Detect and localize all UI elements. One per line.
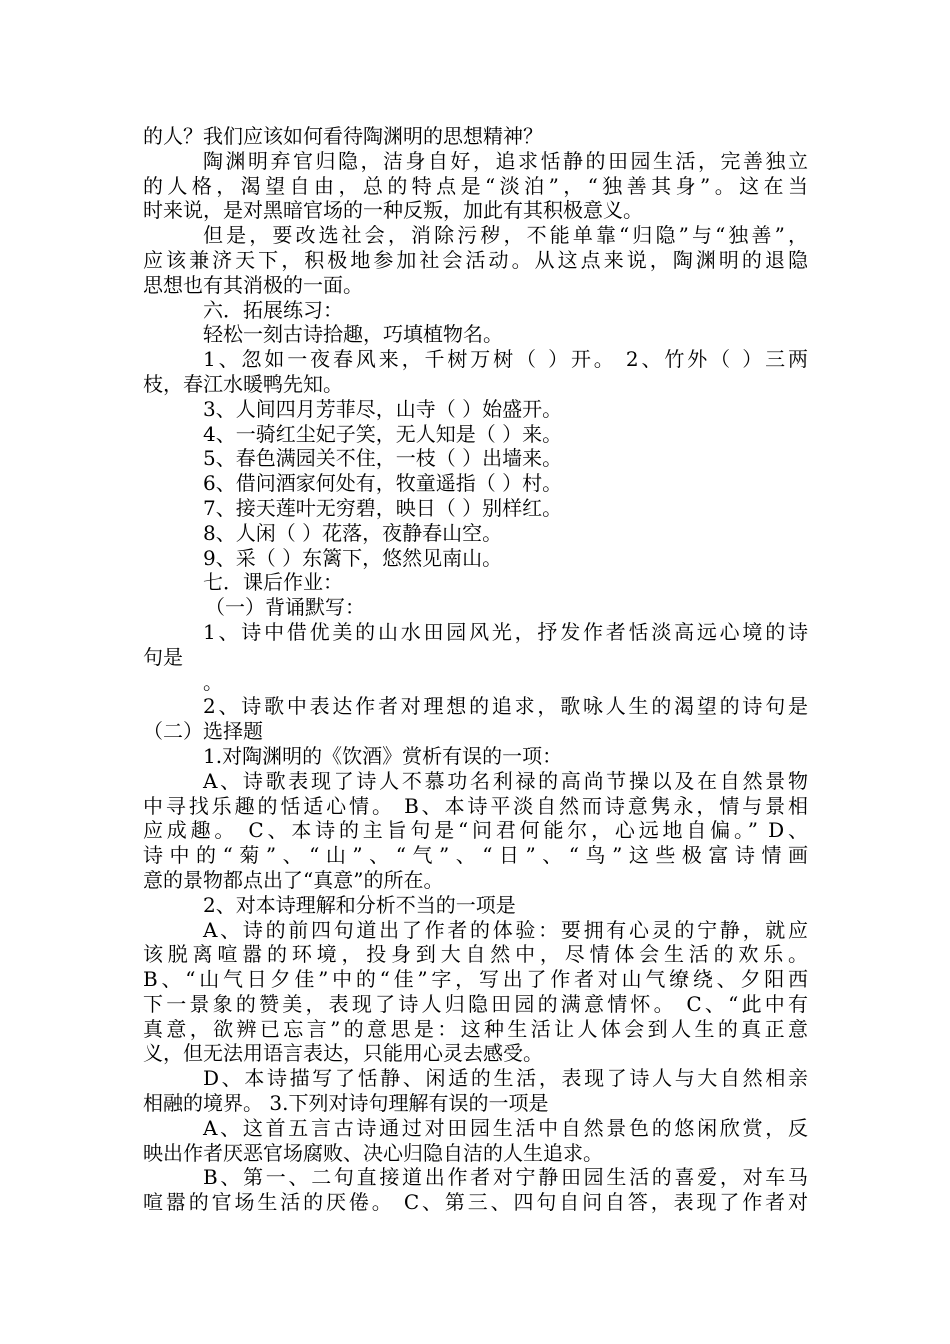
- text-line: 8、人闲（ ）花落，夜静春山空。: [203, 520, 503, 545]
- text-line: 3、人间四月芳菲尽，山寺（ ）始盛开。: [203, 396, 563, 421]
- text-line: 应成趣。 C、本诗的主旨句是“问君何能尔，心远地自偏。” D、: [143, 818, 808, 843]
- text-line: 1.对陶渊明的《饮酒》赏析有误的一项：: [203, 743, 563, 768]
- text-line: 诗中的“菊”、“山”、“气”、“日”、“鸟”这些极富诗情画: [143, 843, 808, 868]
- text-line: 义，但无法用语言表达，只能用心灵去感受。: [143, 1041, 543, 1066]
- text-line: 1、诗中借优美的山水田园风光，抒发作者恬淡高远心境的诗: [203, 619, 808, 644]
- text-line: 中寻找乐趣的恬适心情。 B、本诗平淡自然而诗意隽永，情与景相: [143, 793, 808, 818]
- subsection-heading: （一）背诵默写：: [205, 595, 365, 620]
- text-line: A、这首五言古诗通过对田园生活中自然景色的悠闲欣赏，反: [203, 1115, 808, 1140]
- text-line: 2、对本诗理解和分析不当的一项是: [203, 892, 516, 917]
- text-line: 思想也有其消极的一面。: [143, 272, 363, 297]
- text-line: A、诗歌表现了诗人不慕功名利禄的高尚节操以及在自然景物: [203, 768, 808, 793]
- text-line: 枝，春江水暖鸭先知。: [143, 371, 343, 396]
- text-line: A、诗的前四句道出了作者的体验：要拥有心灵的宁静，就应: [203, 917, 808, 942]
- text-line: 4、一骑红尘妃子笑，无人知是（ ）来。: [203, 421, 563, 446]
- text-line: 的人格，渴望自由，总的特点是“淡泊”，“独善其身”。这在当: [143, 173, 808, 198]
- text-line: 。: [203, 669, 223, 694]
- text-line: 1、忽如一夜春风来，千树万树（ ）开。 2、竹外（ ）三两: [203, 347, 808, 372]
- text-line: 意的景物都点出了“真意”的所在。: [143, 867, 444, 892]
- text-line: 句是: [143, 644, 183, 669]
- text-line: 6、借问酒家何处有，牧童遥指（ ）村。: [203, 471, 563, 496]
- text-line: 9、采（ ）东篱下，悠然见南山。: [203, 545, 503, 570]
- text-line: 真意，欲辨已忘言”的意思是：这种生活让人体会到人生的真正意: [143, 1016, 808, 1041]
- text-line: 7、接天莲叶无穷碧，映日（ ）别样红。: [203, 495, 563, 520]
- text-line: 下一景象的赞美，表现了诗人归隐田园的满意情怀。 C、“此中有: [143, 991, 808, 1016]
- subsection-heading: （二）选择题: [143, 719, 263, 744]
- text-line: 映出作者厌恶官场腐败、决心归隐自洁的人生追求。: [143, 1140, 603, 1165]
- text-line: 轻松一刻古诗拾趣，巧填植物名。: [203, 322, 503, 347]
- text-line: B、第一、二句直接道出作者对宁静田园生活的喜爱，对车马: [203, 1165, 808, 1190]
- document-page: [143, 124, 808, 1215]
- section-heading: 七．课后作业：: [203, 570, 343, 595]
- text-line: 时来说，是对黑暗官场的一种反叛，加此有其积极意义。: [143, 198, 643, 223]
- text-line: 2、诗歌中表达作者对理想的追求，歌咏人生的渴望的诗句是: [203, 694, 808, 719]
- text-line: 的人？我们应该如何看待陶渊明的思想精神？: [143, 124, 543, 148]
- text-line: 应该兼济天下，积极地参加社会活动。从这点来说，陶渊明的退隐: [143, 247, 808, 272]
- text-line: 但是，要改选社会，消除污秽，不能单靠“归隐”与“独善”，: [203, 223, 808, 248]
- text-line: 陶渊明弃官归隐，洁身自好，追求恬静的田园生活，完善独立: [203, 148, 808, 173]
- text-line: 5、春色满园关不住，一枝（ ）出墙来。: [203, 446, 563, 471]
- text-line: D、本诗描写了恬静、闲适的生活，表现了诗人与大自然相亲: [203, 1066, 808, 1091]
- text-line: B、“山气日夕佳”中的“佳”字，写出了作者对山气缭绕、夕阳西: [143, 967, 808, 992]
- section-heading: 六．拓展练习：: [203, 297, 343, 322]
- text-line: 相融的境界。 3.下列对诗句理解有误的一项是: [143, 1091, 549, 1116]
- text-line: 喧嚣的官场生活的厌倦。 C、第三、四句自问自答，表现了作者对: [143, 1190, 808, 1215]
- text-line: 该脱离喧嚣的环境，投身到大自然中，尽情体会生活的欢乐。: [143, 942, 808, 967]
